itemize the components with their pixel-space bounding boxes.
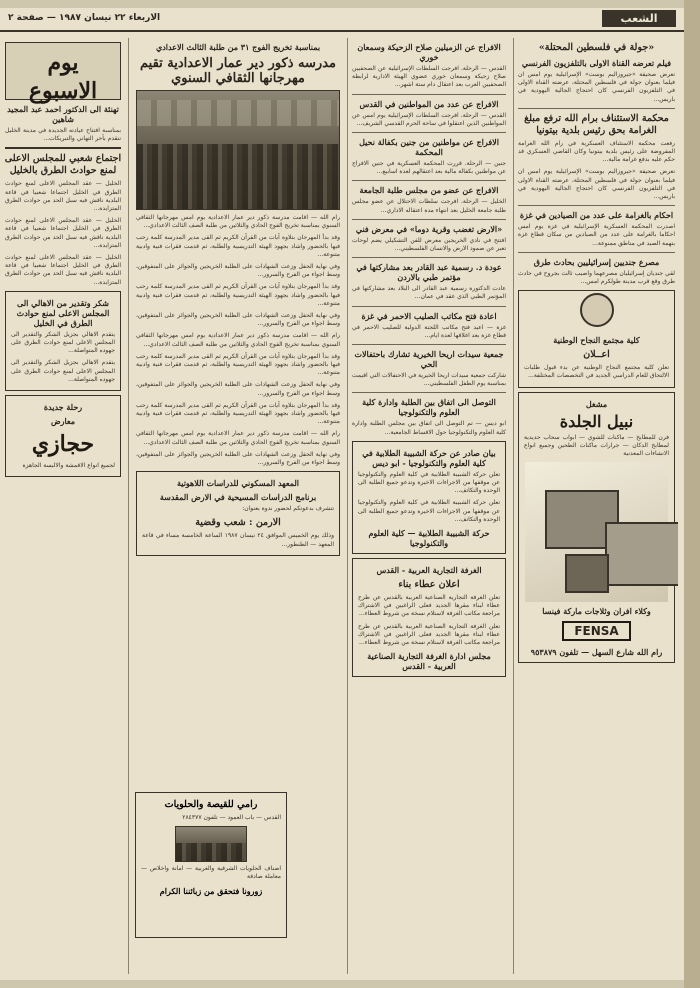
- headline: محكمة الاستئناف برام الله ترفع مبلغ الغرامة بحق رئيس بلدية بيتونيا: [524, 112, 669, 136]
- student-statement-box: [352, 441, 506, 554]
- article-body: وقد بدأ المهرجان بتلاوة آيات من القرآن الكريم ثم القى مدير المدرسة كلمة رحب فيها بالحضور واشاد بجهود الهيئة التدريسية والطلبة، ثم قدمت فقرات فنية وادبية متنوعة...: [136, 352, 340, 377]
- ad-address: القدس — باب العمود — تلفون ٢٨٤٣٧٧: [182, 814, 281, 821]
- banner-calligraphy: يوم الاسبوع: [28, 50, 98, 104]
- notice-intro: تتشرف بدعوتكم لحضور ندوة بعنوان:: [242, 505, 334, 513]
- sweets-ad-box: [135, 792, 287, 938]
- institute-notice: [136, 471, 340, 556]
- statement-body: تعلن حركة الشبيبة الطلابية في كلية العلوم والتكنولوجيا عن موقفها من الاجراءات الاخيرة وتدعو جميع الطلبة الى الوحدة والتكاتف...: [358, 470, 500, 495]
- product-photo: [175, 826, 247, 862]
- article-body: الخليل — عقد المجلس الاعلى لمنع حوادث الطرق في الخليل اجتماعا شعبيا في قاعة البلدية ناقش فيه سبل الحد من حوادث الطرق المتزايدة...: [5, 180, 121, 213]
- ad-footer: زورونا فتحقق من زبائننا الكرام: [159, 885, 263, 896]
- workshop-ad: [518, 392, 675, 664]
- divider: [518, 252, 675, 253]
- ad-body: فرن للمطابخ — ماكنات للشوي — ابواب سحاب حديدية لمطابخ الدكان — جرارات ماكنات الطحين وجميع انواع الانشاءات المعدنية: [524, 433, 669, 458]
- article-body: افتتح في نادي الخريجين معرض للفن التشكيلي يضم لوحات تعبر عن صمود الارض والانسان الفلسطيني...: [352, 236, 506, 253]
- article-body: وقد بدأ المهرجان بتلاوة آيات من القرآن الكريم ثم القى مدير المدرسة كلمة رحب فيها بالحضور واشاد بجهود الهيئة التدريسية والطلبة، ثم قدمت فقرات فنية وادبية متنوعة...: [136, 401, 340, 426]
- column-middle-right: [349, 38, 509, 976]
- masthead-logo: الشعب: [602, 10, 676, 27]
- headline: الافراج عن عدد من المواطنين في القدس: [359, 98, 499, 109]
- chamber-tender-box: [352, 558, 506, 677]
- article-body: القدس — الرحلة. افرجت السلطات الإسرائيلية يوم امس عن المواطنين الذين اعتقلوا في ساحة الحرم القدسي الشريف...: [352, 111, 506, 127]
- tender-body: تعلن الغرفة التجارية الصناعية العربية بالقدس عن طرح عطاء لبناء مقرها الجديد فعلى الراغبين في الاشتراك مراجعة مكاتب الغرفة لاستلام نسخة من شروط العطاء...: [358, 594, 500, 618]
- headline: التوصل الى اتفاق بين الطلبة وادارة كلية العلوم والتكنولوجيا: [362, 397, 496, 418]
- article-body: لقي جنديان إسرائيليان مصرعهما واصيب ثالث بجروح في حادث طرق وقع قرب مدينة طولكرم امس...: [518, 269, 675, 286]
- column-rule: [347, 38, 348, 974]
- ad-brand: مشغل: [585, 398, 608, 409]
- congrats-body: بمناسبة افتتاح عيادته الجديدة في مدينة الخليل نتقدم بأحر التهاني والتبريكات...: [5, 127, 121, 143]
- column-rule: [128, 38, 129, 974]
- headline: فيلم تعرضه القناة الاولى بالتلفزيون الفرنسي: [521, 58, 672, 68]
- notice-subtitle: برنامج الدراسات المسيحية في الارض المقدسة: [159, 492, 317, 503]
- article-body: تعرض صحيفة «جيروزاليم بوست» الإسرائيلية يوم امس ان فيلما بعنوان جولة في فلسطين المحتلة، عرضته القناة الاولى في التلفزيون الفرنسي كان احتجاج الجالية اليهودية في باريس...: [518, 71, 675, 103]
- article-body: رام الله — اقامت مدرسة ذكور دير عمار الاعدادية يوم امس مهرجانها الثقافي السنوي بمناسبة تخريج الفوج الحادي والثلاثين من طلبة الصف الثالث الاعدادي...: [136, 332, 340, 348]
- hijazi-ad: [5, 395, 121, 477]
- divider: [352, 132, 506, 133]
- divider: [5, 147, 121, 149]
- notice-body: يتقدم الاهالي بجزيل الشكر والتقدير الى المجلس الاعلى لمنع حوادث الطرق على جهوده المتواصلة...: [11, 330, 115, 355]
- notice-title: المعهد المسكوني للدراسات اللاهوتية: [176, 478, 299, 489]
- article-body: وفي نهاية الحفل وزعت الشهادات على الطلبة الخريجين والجوائز على المتفوقين، وسط اجواء من الفرح والسرور...: [136, 450, 340, 467]
- statement-title: بيان صادر عن حركة الشبيبة الطلابية في كلية العلوم والتكنولوجيا - ابو ديس: [362, 447, 496, 468]
- ad-title: نبيل الجلدة: [559, 411, 634, 431]
- headline: اجتماع شعبي للمجلس الاعلى لمنع حوادث الطرق بالخليل: [4, 153, 122, 177]
- article-body: وفي نهاية الحفل وزعت الشهادات على الطلبة الخريجين والجوائز على المتفوقين، وسط اجواء من الفرح والسرور...: [136, 381, 340, 397]
- machine-part: [565, 554, 609, 593]
- article-body: الخليل — عقد المجلس الاعلى لمنع حوادث الطرق في الخليل اجتماعا شعبيا في قاعة البلدية ناقش فيه سبل الحد من حوادث الطرق المتزايدة...: [5, 217, 121, 249]
- fensa-logo: FENSA: [562, 621, 630, 641]
- notice-topic: الارمن : شعب وقضية: [195, 517, 281, 529]
- ad-agent: وكلاء افران وثلاجات ماركة فينسا: [542, 606, 651, 617]
- ad-items: اصناف الحلويات الشرقية والغربية — امانة واخلاص — معاملة صادقة: [141, 865, 281, 881]
- congrats-title: تهنئة الى الدكتور احمد عبد المجيد شاهين: [7, 104, 119, 124]
- divider: [352, 219, 506, 220]
- column-right: [515, 38, 678, 976]
- headline: «الارض تغضب وقرية دوما» في معرض فني: [355, 223, 503, 234]
- article-body: وقد بدأ المهرجان بتلاوة آيات من القرآن الكريم ثم القى مدير المدرسة كلمة رحب فيها بالحضور واشاد بجهود الهيئة التدريسية والطلبة، ثم قدمت فقرات فنية وادبية متنوعة...: [136, 234, 340, 258]
- headline: الافراج عن عضو من مجلس طلبة الجامعة: [359, 185, 499, 196]
- ad-title: كلية مجتمع النجاح الوطنية: [553, 335, 640, 346]
- tender-body: تعلن الغرفة التجارية الصناعية العربية بالقدس عن طرح عطاء لبناء مقرها الجديد فعلى الراغبين في الاشتراك مراجعة مكاتب الغرفة لاستلام نسخة من شروط العطاء...: [358, 622, 500, 647]
- headline: الافراج عن الزميلين صلاح الزحيكة وسمعان خوري: [357, 42, 501, 62]
- notice-body: وذلك يوم الخميس الموافق ٢٤ نيسان ١٩٨٧ الساعة الخامسة مساء في قاعة المعهد — الطنطور...: [142, 532, 334, 548]
- newspaper-page: [0, 8, 684, 980]
- divider: [352, 344, 506, 345]
- photo-background: [137, 100, 339, 126]
- tender-signature: مجلس ادارة الغرفة التجارية الصناعية العربية - القدس: [367, 651, 491, 672]
- ad-kicker: رحلة جديدة: [43, 402, 83, 413]
- notice-body: يتقدم الاهالي بجزيل الشكر والتقدير الى المجلس الاعلى لمنع حوادث الطرق على جهوده المتواصلة...: [11, 359, 115, 383]
- sweets-ad: [132, 788, 290, 938]
- college-ad: [518, 290, 675, 387]
- college-emblem-icon: [580, 293, 614, 327]
- tender-subtitle: اعلان عطاء بناء: [398, 579, 460, 591]
- machinery-image: [525, 462, 668, 602]
- headline: عودة د. رسمية عبد القادر بعد مشاركتها في مؤتمر طبي بالاردن: [356, 262, 502, 283]
- ad-title: رامي للقيصة والحلويات: [164, 799, 258, 810]
- divider: [352, 94, 506, 95]
- headline: اعادة فتح مكاتب الصليب الاحمر في غزة: [361, 310, 497, 321]
- article-body: وفي نهاية الحفل وزعت الشهادات على الطلبة الخريجين والجوائز على المتفوقين، وسط اجواء من الفرح والسرور...: [136, 263, 340, 279]
- weekly-banner: [5, 42, 121, 104]
- article-lead: رام الله — اقامت مدرسة ذكور دير عمار الاعدادية يوم امس مهرجانها الثقافي السنوي بمناسبة تخريج الفوج الحادي والثلاثين من طلبة الصف الثالث الاعدادي...: [136, 214, 340, 230]
- article-body: شاركت جمعية سيدات اريحا الخيرية في الاحتفالات التي اقيمت بمناسبة يوم الطفل الفلسطيني...: [352, 372, 506, 388]
- headline: مصرع جنديين إسرائيليين بحادث طرق: [533, 256, 660, 267]
- article-body: وفي نهاية الحفل وزعت الشهادات على الطلبة الخريجين والجوائز على المتفوقين، وسط اجواء من الفرح والسرور...: [136, 312, 340, 328]
- main-headline: مدرسه ذكور دير عمار الاعدادية تقيم مهرجانها الثقافي السنوي: [140, 56, 336, 86]
- headline: احكام بالغرامة على عدد من الصيادين في غزة: [519, 210, 674, 221]
- article-body: اصدرت المحكمة العسكرية الإسرائيلية في غزة يوم امس احكاما بالغرامة على عدد من الصيادين من سكان قطاع غزة بتهمة الصيد في مناطق ممنوعة...: [518, 223, 675, 247]
- article-body: رام الله — اقامت مدرسة ذكور دير عمار الاعدادية يوم امس مهرجانها الثقافي السنوي بمناسبة تخريج الفوج الحادي والثلاثين من طلبة الصف الثالث الاعدادي...: [136, 430, 340, 446]
- article-body: عادت الدكتورة رسمية عبد القادر الى البلاد بعد مشاركتها في المؤتمر الطبي الذي عقد في عمان...: [352, 285, 506, 301]
- notice-title: شكر وتقدير من الاهالي الى المجلس الاعلى لمنع حوادث الطرق في الخليل: [16, 297, 110, 328]
- ad-sub: معارض: [50, 416, 76, 427]
- divider: [352, 180, 506, 181]
- article-body: رفعت محكمة الاستئناف العسكرية في رام الله الغرامة المفروضة على رئيس بلدية بيتونيا وكان القاضي العسكري قد حكم عليه بدفع غرامة مالية...: [518, 139, 675, 164]
- statement-signature: حركة الشبيبة الطلابية — كلية العلوم والتكنولوجيا: [368, 528, 490, 549]
- article-body: الخليل — عقد المجلس الاعلى لمنع حوادث الطرق في الخليل اجتماعا شعبيا في قاعة البلدية ناقش فيه سبل الحد من حوادث الطرق المتزايدة...: [5, 254, 121, 286]
- kicker: بمناسبة تخريج الفوج ٣١ من طلبة الثالث الاعدادي: [155, 42, 321, 52]
- article-body: تعرض صحيفة «جيروزاليم بوست» الإسرائيلية يوم امس ان فيلما بعنوان جولة في فلسطين المحتلة، عرضته القناة الاولى في التلفزيون الفرنسي كان احتجاج الجالية اليهودية في باريس...: [518, 168, 675, 201]
- article-body: الخليل — الرحلة. افرجت سلطات الاحتلال عن عضو مجلس طلبة جامعة الخليل بعد انتهاء مدة اعتقاله الاداري...: [352, 198, 506, 214]
- school-festival-photo: [136, 90, 340, 210]
- article-body: جنين — الرحلة. قررت المحكمة العسكرية في جنين الافراج عن مواطنين بكفالة مالية بعد اعتقالهم لعدة اسابيع...: [352, 160, 506, 176]
- article-body: ابو ديس — تم التوصل الى اتفاق بين مجلس الطلبة وادارة كلية العلوم والتكنولوجيا حول الاقساط الجامعية...: [352, 420, 506, 436]
- machine-part: [605, 522, 678, 586]
- divider: [352, 257, 506, 258]
- ad-body: تعلن كلية مجتمع النجاح الوطنية عن بدء قبول طلبات الالتحاق للعام الدراسي الجديد في التخصصات المختلفة...: [524, 364, 669, 380]
- ad-brand: حجازي: [31, 431, 95, 458]
- photo-crowd: [137, 144, 339, 209]
- column-left: [2, 38, 124, 976]
- column-rule: [513, 38, 514, 974]
- divider: [518, 108, 675, 109]
- ad-body: لجميع انواع الاقمشة والالبسة الجاهزة: [22, 462, 115, 470]
- thanks-notice: [5, 291, 121, 391]
- article-body: القدس — الرحلة. افرجت السلطات الإسرائيلية عن الصحفيين صلاح زحيكة وسمعان خوري عضوي الهيئة الادارية لرابطة الصحفيين العرب بعد اعتقال دام ستة اشهر...: [352, 65, 506, 89]
- page-binding: [684, 0, 700, 988]
- photo-fill: [176, 843, 246, 862]
- page-header: [0, 8, 684, 32]
- divider: [352, 392, 506, 393]
- ad-subtitle: اعــلان: [583, 349, 610, 361]
- divider: [352, 306, 506, 307]
- divider: [518, 205, 675, 206]
- statement-body: تعلن حركة الشبيبة الطلابية في كلية العلوم والتكنولوجيا عن موقفها من الاجراءات الاخيرة وتدعو جميع الطلبة الى الوحدة والتكاتف...: [358, 499, 500, 523]
- headline: الافراج عن مواطنين من جنين بكفالة نحيل المحكمة: [359, 137, 499, 158]
- issue-date: الاربعاء ٢٢ نيسان ١٩٨٧ — صفحة ٢: [8, 13, 161, 23]
- section-title: «جولة في فلسطين المحتلة»: [538, 42, 655, 53]
- headline: جمعية سيدات اريحا الخيرية تشارك باحتفالات الحي: [354, 349, 504, 370]
- ad-address: رام الله شارع السهل — تلفون ٩٥٣٨٧٩: [530, 647, 663, 658]
- article-body: وقد بدأ المهرجان بتلاوة آيات من القرآن الكريم ثم القى مدير المدرسة كلمة رحب فيها بالحضور واشاد بجهود الهيئة التدريسية والطلبة، ثم قدمت فقرات فنية وادبية متنوعة...: [136, 283, 340, 307]
- article-body: غزة — اعيد فتح مكاتب اللجنة الدولية للصليب الاحمر في قطاع غزة بعد اغلاقها لعدة ايام...: [352, 323, 506, 339]
- tender-title: الغرفة التجارية العربية - القدس: [376, 565, 482, 576]
